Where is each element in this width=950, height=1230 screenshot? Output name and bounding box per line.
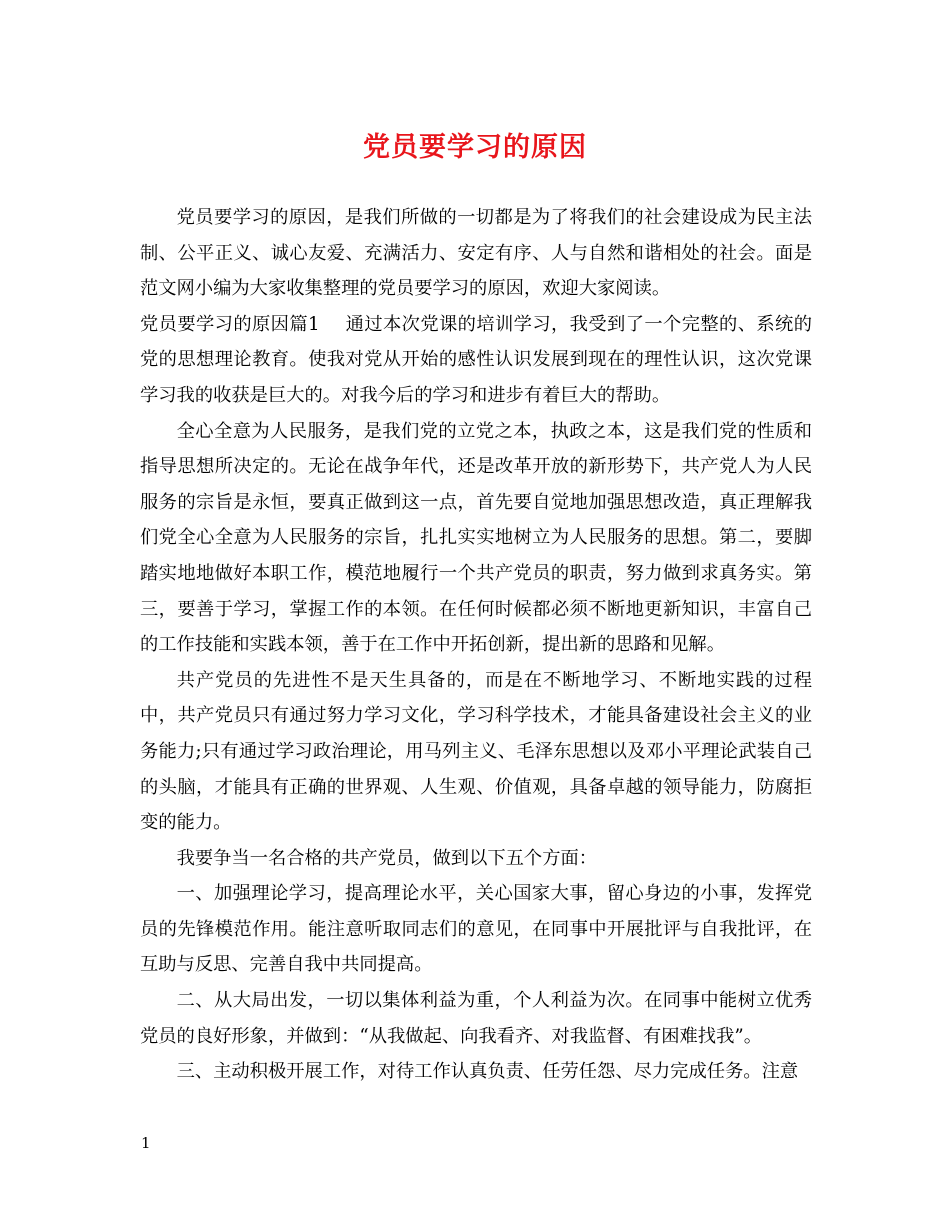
body-paragraph: 全心全意为人民服务，是我们党的立党之本，执政之本，这是我们党的性质和指导思想所决定的。无论在战争年代，还是改革开放的新形势下，共产党人为人民服务的宗旨是永恒，要真正做到这一点，首先要自觉地加强思想改造，真正理解我们党全心全意为人民服务的宗旨，扎扎实实地树立为人民服务的思想。第二，要脚踏实地地做好本职工作，模范地履行一个共产党员的职责，努力做到求真务实。第三，要善于学习，掌握工作的本领。在任何时候都必须不断地更新知识，丰富自己的工作技能和实践本领，善于在工作中开拓创新，提出新的思路和见解。	[140, 420, 812, 656]
document-title: 党员要学习的原因	[363, 132, 587, 163]
document-body	[140, 200, 812, 1090]
intro-paragraph: 党员要学习的原因，是我们所做的一切都是为了将我们的社会建设成为民主法制、公平正义、诚心友爱、充满活力、安定有序、人与自然和谐相处的社会。面是范文网小编为大家收集整理的党员要学习的原因，欢迎大家阅读。	[140, 207, 812, 300]
section-paragraph	[140, 307, 812, 414]
list-paragraph: 二、从大局出发，一切以集体利益为重，个人利益为次。在同事中能树立优秀党员的良好形象，并做到：“从我做起、向我看齐、对我监督、有困难找我”。	[140, 990, 812, 1047]
section-heading: 党员要学习的原因篇1	[140, 313, 320, 335]
list-paragraph: 一、加强理论学习，提高理论水平，关心国家大事，留心身边的小事，发挥党员的先锋模范作用。能注意听取同志们的意见，在同事中开展批评与自我批评，在互助与反思、完善自我中共同提高。	[140, 883, 812, 976]
page-number: 1	[141, 1134, 151, 1152]
section-text: 通过本次党课的培训学习，我受到了一个完整的、系统的党的思想理论教育。使我对党从开始的感性认识发展到现在的理性认识，这次党课学习我的收获是巨大的。对我今后的学习和进步有着巨大的帮助。	[140, 313, 812, 406]
list-paragraph: 三、主动积极开展工作，对待工作认真负责、任劳任怨、尽力完成任务。注意	[176, 1061, 799, 1083]
body-paragraph: 共产党员的先进性不是天生具备的，而是在不断地学习、不断地实践的过程中，共产党员只有通过努力学习文化，学习科学技术，才能具备建设社会主义的业务能力;只有通过学习政治理论，用马列主义、毛泽东思想以及邓小平理论武装自己的头脑，才能具有正确的世界观、人生观、价值观，具备卓越的领导能力，防腐拒变的能力。	[140, 669, 812, 834]
body-paragraph: 我要争当一名合格的共产党员，做到以下五个方面：	[176, 847, 598, 869]
